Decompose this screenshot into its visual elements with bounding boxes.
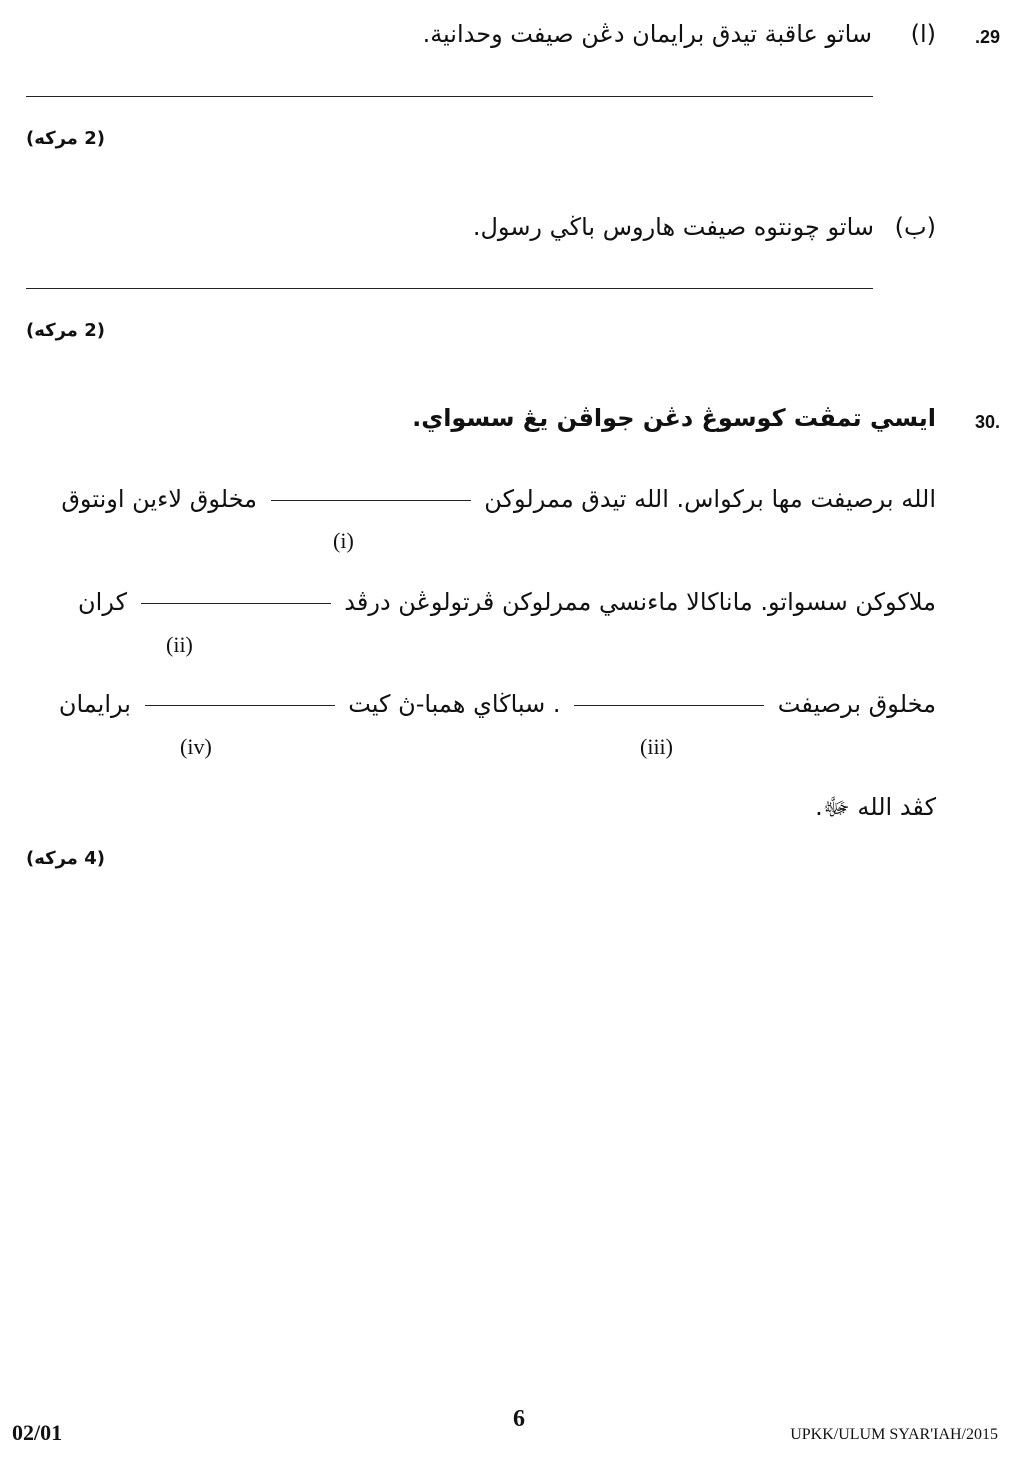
marks-label: (2 مركه) — [26, 320, 105, 341]
blank-label-iv: (iv) — [180, 734, 212, 759]
line1-start: الله برصيفت مها بركواس. الله تيدق ممرلوكن — [484, 485, 936, 513]
question-number-30: 30. — [974, 412, 1000, 432]
fill-line-3 — [59, 690, 936, 718]
line1-end: مخلوق لاءين اونتوق — [61, 485, 258, 513]
answer-line[interactable] — [26, 288, 873, 289]
marks-label: (4 مركه) — [26, 848, 105, 869]
q30-instruction: ايسي تمڤت كوسوڠ دڠن جواڤن يڠ سسواي. — [412, 404, 936, 432]
blank-iv[interactable] — [145, 705, 335, 706]
question-number-29: .29 — [974, 27, 1000, 47]
line3-mid: . سباڬاي همبا-ڽ كيت — [348, 690, 561, 718]
marks-label: (2 مركه) — [26, 128, 105, 149]
q29-part-a-label: (ا) — [910, 20, 936, 48]
line3-start: مخلوق برصيفت — [777, 690, 936, 718]
blank-ii[interactable] — [141, 603, 331, 604]
q29-part-a-text: ساتو عاقبة تيدق برايمان دڠن صيفت وحدانية. — [422, 20, 872, 48]
page-number: 6 — [513, 1406, 525, 1432]
paper-series: UPKK/ULUM SYAR'IAH/2015 — [790, 1426, 998, 1443]
blank-label-ii: (ii) — [166, 632, 193, 657]
blank-label-i: (i) — [333, 528, 354, 553]
fill-line-4: كڤد الله ﷻ. — [815, 793, 936, 821]
q29-part-b-text: ساتو چونتوه صيفت هاروس باڬي رسول. — [472, 213, 874, 241]
answer-line[interactable] — [26, 96, 873, 97]
blank-i[interactable] — [271, 500, 471, 501]
q29-part-b-label: (ب) — [894, 213, 936, 241]
blank-iii[interactable] — [574, 705, 764, 706]
fill-line-1 — [61, 485, 936, 513]
paper-code: 02/01 — [12, 1420, 63, 1445]
line3-end: برايمان — [58, 690, 131, 718]
line2-start: ملاكوكن سسواتو. ماناكالا ماءنسي ممرلوكن ڤرتولوڠن درڤد — [344, 588, 936, 616]
line2-end: كران — [78, 588, 127, 616]
blank-label-iii: (iii) — [640, 734, 673, 759]
fill-line-2 — [78, 588, 936, 616]
